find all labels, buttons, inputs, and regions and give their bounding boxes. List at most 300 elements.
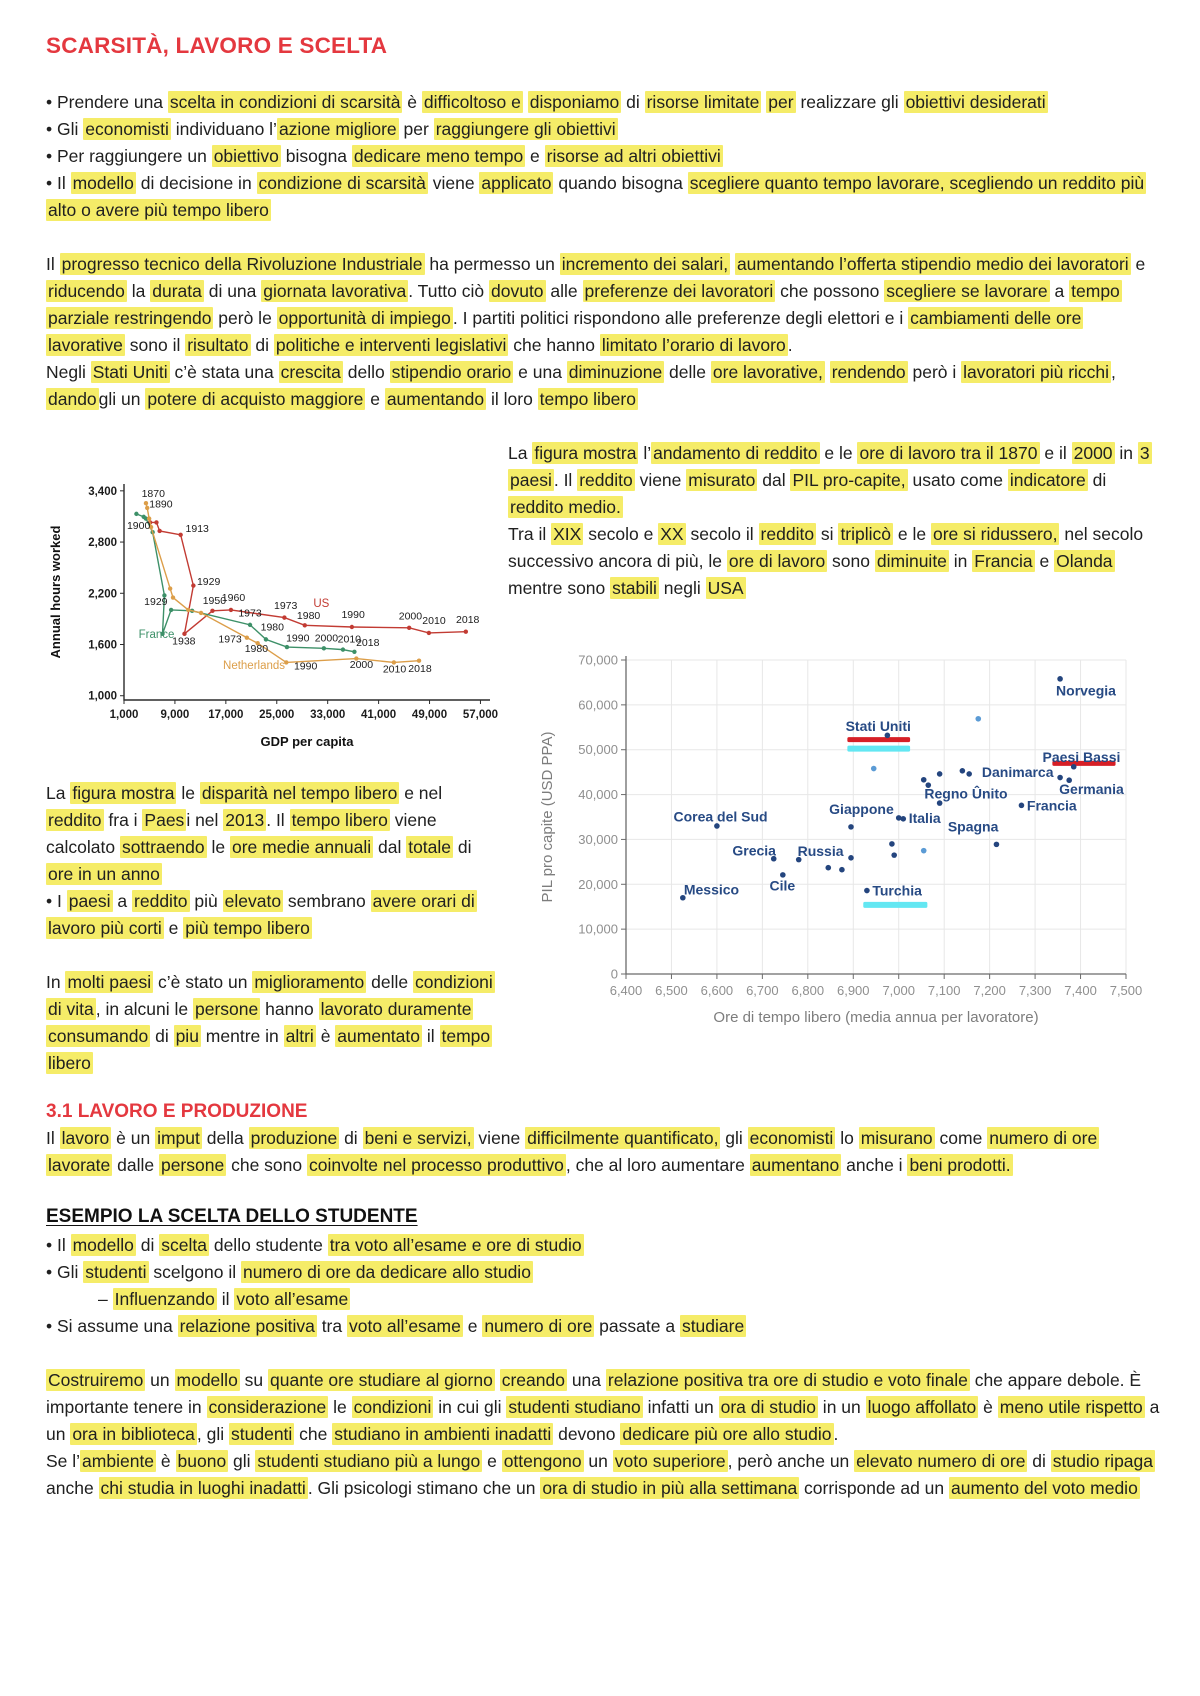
text-run: • Il xyxy=(46,1234,71,1255)
text-run: di decisione in xyxy=(135,172,257,193)
highlight: indicatore xyxy=(1009,469,1086,490)
highlight: disponiamo xyxy=(529,91,620,112)
text-run: si xyxy=(816,523,839,544)
highlight: scelta in condizioni di scarsità xyxy=(169,91,401,112)
svg-text:Grecia: Grecia xyxy=(732,842,776,859)
fig2-caption xyxy=(46,780,502,1077)
highlight: beni e servizi, xyxy=(364,1127,472,1148)
list-item xyxy=(46,1259,1162,1286)
text-run: • Gli xyxy=(46,1261,84,1282)
text-run: e xyxy=(525,145,545,166)
svg-text:6,900: 6,900 xyxy=(836,982,870,998)
highlight: persone xyxy=(195,998,259,1019)
highlight: ore lavorative, xyxy=(712,361,823,382)
highlight: altri xyxy=(285,1025,314,1046)
esempio-bullet-list xyxy=(46,1232,1162,1340)
text-run: e xyxy=(462,1315,483,1336)
svg-text:41,000: 41,000 xyxy=(361,708,397,721)
highlight: ore in un anno xyxy=(48,863,160,884)
highlight: elevato xyxy=(224,890,282,911)
svg-text:Cile: Cile xyxy=(769,877,796,894)
highlight: voto superiore xyxy=(614,1450,726,1471)
text-run: . I partiti politici rispondono alle preferenze degli elettori e i xyxy=(452,307,909,328)
text-run: è xyxy=(156,1450,176,1471)
highlight: triplicò xyxy=(840,523,892,544)
svg-text:30,000: 30,000 xyxy=(578,831,618,847)
svg-text:25,000: 25,000 xyxy=(259,708,295,721)
highlight: tempo parziale restringendo xyxy=(48,280,1120,328)
svg-text:Regno Ûnito: Regno Ûnito xyxy=(924,785,1008,802)
text-run: però le xyxy=(213,307,277,328)
svg-text:Annual hours worked: Annual hours worked xyxy=(48,525,63,659)
highlight: durata xyxy=(152,280,202,301)
highlight: economisti xyxy=(85,118,169,139)
esempio-heading: ESEMPIO LA SCELTA DELLO STUDENTE xyxy=(46,1205,418,1227)
text-run: dello studente xyxy=(208,1234,328,1255)
highlight: aumentato xyxy=(337,1025,420,1046)
highlight: numero di ore xyxy=(484,1315,593,1336)
svg-text:1960: 1960 xyxy=(221,591,246,604)
text-run: . Il xyxy=(553,469,578,490)
svg-text:Francia: Francia xyxy=(1026,797,1077,814)
svg-text:9,000: 9,000 xyxy=(160,708,190,721)
svg-text:1870: 1870 xyxy=(141,487,165,500)
svg-text:57,000: 57,000 xyxy=(462,708,499,721)
text-run: che xyxy=(294,1423,333,1444)
text-run: di xyxy=(1027,1450,1051,1471)
figure-hours-vs-gdp xyxy=(46,444,502,756)
text-run: viene xyxy=(427,172,480,193)
highlight: condizioni di vita xyxy=(48,971,493,1019)
highlight: ore medie annuali xyxy=(232,836,372,857)
text-run: In xyxy=(46,971,66,992)
highlight: studenti studiano xyxy=(508,1396,641,1417)
text-run: una xyxy=(566,1369,606,1390)
svg-text:1973: 1973 xyxy=(238,607,262,620)
section-31-paragraph xyxy=(46,1125,1162,1179)
text-run: . xyxy=(787,334,793,355)
svg-text:1,000: 1,000 xyxy=(109,708,139,721)
highlight: dovuto xyxy=(491,280,544,301)
svg-text:1973: 1973 xyxy=(273,599,298,612)
svg-text:6,600: 6,600 xyxy=(700,982,734,998)
highlight: beni prodotti. xyxy=(909,1154,1011,1175)
highlight: studenti xyxy=(231,1423,293,1444)
highlight: molti paesi xyxy=(67,971,152,992)
highlight: risorse ad altri obiettivi xyxy=(546,145,721,166)
svg-text:33,000: 33,000 xyxy=(310,708,346,721)
highlight: PIL pro-capite, xyxy=(792,469,906,490)
text-run: • Si assume una xyxy=(46,1315,178,1336)
highlight: opportunità di impiego xyxy=(278,307,451,328)
svg-text:1900: 1900 xyxy=(126,519,151,532)
two-column-figures xyxy=(46,440,1162,1077)
text-run: e le xyxy=(893,523,931,544)
highlight: Costruiremo xyxy=(48,1369,144,1390)
highlight: diminuzione xyxy=(568,361,663,382)
text-run: delle xyxy=(664,361,711,382)
text-run: è xyxy=(978,1396,998,1417)
highlight: Influenzando xyxy=(114,1288,215,1309)
text-run: sembrano xyxy=(283,890,371,911)
text-run: e il xyxy=(1039,442,1072,463)
text-run xyxy=(825,362,830,382)
highlight: risultato xyxy=(187,334,249,355)
highlight: crescita xyxy=(280,361,341,382)
text-run: in xyxy=(1114,442,1138,463)
svg-text:1980: 1980 xyxy=(296,609,321,622)
svg-text:Italia: Italia xyxy=(908,809,941,826)
text-run: che hanno xyxy=(508,334,600,355)
highlight: XX xyxy=(660,523,684,544)
highlight: tempo libero xyxy=(539,388,636,409)
highlight: reddito medio. xyxy=(510,496,621,517)
text-run: le xyxy=(206,836,230,857)
highlight: chi studia in luoghi inadatti xyxy=(100,1477,306,1498)
text-run: lo xyxy=(835,1127,859,1148)
highlight: tempo libero xyxy=(48,1025,491,1073)
text-run: un xyxy=(145,1369,175,1390)
text-run: anche xyxy=(46,1477,99,1498)
text-run: più xyxy=(189,890,223,911)
text-run: Il xyxy=(46,253,60,274)
highlight: dedicare più ore allo studio xyxy=(622,1423,832,1444)
svg-text:2,800: 2,800 xyxy=(88,536,117,549)
text-run: fra i xyxy=(103,809,143,830)
highlight: condizioni xyxy=(353,1396,432,1417)
highlight: raggiungere gli obiettivi xyxy=(435,118,616,139)
highlight: cambiamenti delle ore lavorative xyxy=(48,307,1082,355)
text-run: ha permesso un xyxy=(424,253,560,274)
highlight: aumentando l’offerta stipendio medio dei lavoratori xyxy=(736,253,1129,274)
highlight: reddito xyxy=(579,469,633,490)
highlight: lavorato duramente consumando xyxy=(48,998,472,1046)
highlight: Stati Uniti xyxy=(92,361,168,382)
highlight: creando xyxy=(501,1369,565,1390)
text-run: di xyxy=(135,1234,160,1255)
text-run: scelgono il xyxy=(148,1261,241,1282)
highlight: 3 paesi xyxy=(510,442,1150,490)
highlight: potere di acquisto maggiore xyxy=(147,388,364,409)
highlight: ora di studio in più alla settimana xyxy=(542,1477,798,1498)
text-run: La xyxy=(508,442,533,463)
text-run: in cui gli xyxy=(433,1396,507,1417)
svg-text:Spagna: Spagna xyxy=(947,818,999,835)
svg-text:1,600: 1,600 xyxy=(88,639,117,652)
svg-text:1950: 1950 xyxy=(202,594,227,607)
highlight: elevato numero di ore xyxy=(856,1450,1026,1471)
text-run: • I xyxy=(46,890,67,911)
highlight: scelta xyxy=(161,1234,207,1255)
highlight: luogo affollato xyxy=(867,1396,977,1417)
svg-text:2018: 2018 xyxy=(456,613,480,626)
svg-text:3,400: 3,400 xyxy=(88,485,117,498)
fig2-caption-p1 xyxy=(46,780,502,888)
svg-text:1980: 1980 xyxy=(244,642,269,655)
highlight: più tempo libero xyxy=(185,917,310,938)
page-title: SCARSITÀ, LAVORO E SCELTA xyxy=(46,33,388,58)
highlight: totale xyxy=(408,836,452,857)
svg-text:2010: 2010 xyxy=(337,633,362,646)
text-run: anche i xyxy=(841,1154,908,1175)
highlight: dedicare meno tempo xyxy=(353,145,524,166)
highlight: ore si ridussero, xyxy=(932,523,1058,544)
text-run: realizzare gli xyxy=(795,91,904,112)
para-stati-uniti xyxy=(46,359,1162,413)
highlight: avere orari di lavoro più corti xyxy=(48,890,475,938)
highlight: misurano xyxy=(860,1127,933,1148)
highlight: lavoro xyxy=(61,1127,110,1148)
svg-text:Danimarca: Danimarca xyxy=(981,763,1054,780)
highlight: studio ripaga xyxy=(1052,1450,1154,1471)
text-run: secolo e xyxy=(583,523,659,544)
highlight: aumentando xyxy=(386,388,485,409)
svg-text:6,800: 6,800 xyxy=(791,982,825,998)
svg-text:2018: 2018 xyxy=(356,636,380,649)
highlight: USA xyxy=(707,577,744,598)
highlight: stipendio orario xyxy=(391,361,512,382)
highlight: Olanda xyxy=(1056,550,1113,571)
text-run: di xyxy=(250,334,274,355)
text-run: che sono xyxy=(226,1154,307,1175)
text-run: • Prendere una xyxy=(46,91,168,112)
section-31 xyxy=(46,1101,1162,1179)
text-run: hanno xyxy=(260,998,319,1019)
text-run: a xyxy=(1049,280,1070,301)
svg-text:Netherlands: Netherlands xyxy=(223,659,286,672)
text-run: Tra il xyxy=(508,523,552,544)
text-run: gli xyxy=(228,1450,256,1471)
text-run: della xyxy=(201,1127,249,1148)
text-run: Il xyxy=(46,1127,60,1148)
svg-text:Messico: Messico xyxy=(683,881,740,898)
text-run: le xyxy=(176,782,200,803)
right-column xyxy=(508,440,1162,1077)
highlight: disparità nel tempo libero xyxy=(201,782,398,803)
hours-gdp-line-chart xyxy=(46,444,502,756)
highlight: azione migliore xyxy=(278,118,397,139)
highlight: scegliere quanto tempo lavorare, scegliendo un reddito più alto o avere più tempo libero xyxy=(48,172,1145,220)
text-run: gli un xyxy=(98,388,146,409)
highlight: ora in biblioteca xyxy=(72,1423,195,1444)
section-31-heading: 3.1 LAVORO E PRODUZIONE xyxy=(46,1100,308,1122)
highlight: figura mostra xyxy=(72,782,175,803)
text-run: alle xyxy=(545,280,583,301)
highlight: modello xyxy=(72,172,134,193)
highlight: considerazione xyxy=(208,1396,327,1417)
svg-text:1890: 1890 xyxy=(149,498,173,511)
highlight: Francia xyxy=(974,550,1033,571)
svg-text:1990: 1990 xyxy=(286,632,310,645)
text-run: devono xyxy=(553,1423,621,1444)
highlight: numero di ore lavorate xyxy=(48,1127,1098,1175)
svg-text:1938: 1938 xyxy=(172,635,196,648)
highlight: numero di ore da dedicare allo studio xyxy=(242,1261,531,1282)
highlight: per xyxy=(768,91,794,112)
highlight: quante ore studiare al giorno xyxy=(270,1369,493,1390)
svg-text:6,700: 6,700 xyxy=(746,982,779,998)
highlight: obiettivo xyxy=(213,145,279,166)
text-run: i nel xyxy=(186,809,224,830)
fig2-caption-bullet xyxy=(46,888,502,942)
text-run: Se l’ xyxy=(46,1450,81,1471)
text-run: a xyxy=(112,890,133,911)
text-run: – xyxy=(98,1288,113,1309)
highlight: preferenze dei lavoratori xyxy=(584,280,774,301)
highlight: sottraendo xyxy=(121,836,205,857)
highlight: scegliere se lavorare xyxy=(886,280,1048,301)
highlight: XIX xyxy=(553,523,582,544)
text-run: e xyxy=(163,917,184,938)
text-run: • Il xyxy=(46,172,71,193)
text-run: dalle xyxy=(112,1154,159,1175)
text-run: di xyxy=(1087,469,1107,490)
svg-text:1929: 1929 xyxy=(144,595,168,608)
esempio-section xyxy=(46,1206,1162,1340)
fig2-caption-p2 xyxy=(46,969,502,1077)
text-run: e xyxy=(1034,550,1055,571)
svg-text:2000: 2000 xyxy=(314,632,339,645)
highlight: obiettivi desiderati xyxy=(905,91,1046,112)
pil-tempolibero-scatter-chart xyxy=(508,602,1168,1030)
industrial-revolution-paragraphs xyxy=(46,251,1162,413)
highlight: reddito xyxy=(134,890,188,911)
text-run: per xyxy=(398,118,434,139)
text-run: . Gli psicologi stimano che un xyxy=(307,1477,541,1498)
svg-text:60,000: 60,000 xyxy=(578,697,618,713)
text-run: secolo il xyxy=(685,523,759,544)
highlight: studenti xyxy=(85,1261,147,1282)
text-run: a un xyxy=(46,1396,1160,1444)
text-run: nel secolo successivo ancora di più, le xyxy=(508,523,1144,571)
list-item xyxy=(46,1313,1162,1340)
svg-text:2000: 2000 xyxy=(398,610,423,623)
svg-text:7,000: 7,000 xyxy=(882,982,916,998)
text-run: , che al loro aumentare xyxy=(565,1154,750,1175)
svg-text:40,000: 40,000 xyxy=(578,786,618,802)
highlight: voto all’esame xyxy=(236,1288,349,1309)
text-run: in xyxy=(948,550,973,571)
text-run: negli xyxy=(658,577,706,598)
svg-text:1990: 1990 xyxy=(293,660,318,673)
highlight: miglioramento xyxy=(254,971,365,992)
text-run: la xyxy=(126,280,151,301)
para-progresso-tecnico xyxy=(46,251,1162,359)
svg-text:1929: 1929 xyxy=(196,575,221,588)
text-run: individuano l’ xyxy=(170,118,277,139)
highlight: applicato xyxy=(481,172,552,193)
svg-text:2018: 2018 xyxy=(408,662,432,675)
svg-text:2000: 2000 xyxy=(349,658,374,671)
highlight: Paes xyxy=(144,809,185,830)
text-run: e nel xyxy=(399,782,443,803)
highlight: tra voto all’esame e ore di studio xyxy=(329,1234,582,1255)
list-item xyxy=(508,440,1162,521)
text-run: mentre in xyxy=(200,1025,284,1046)
highlight: meno utile rispetto xyxy=(999,1396,1143,1417)
text-run: di xyxy=(621,91,645,112)
svg-text:Norvegia: Norvegia xyxy=(1056,682,1116,699)
para-costruiremo xyxy=(46,1367,1162,1448)
left-column xyxy=(46,440,502,1077)
svg-text:10,000: 10,000 xyxy=(578,921,618,937)
highlight: risorse limitate xyxy=(646,91,760,112)
highlight: politiche e interventi legislativi xyxy=(275,334,507,355)
svg-text:17,000: 17,000 xyxy=(208,708,244,721)
text-run: il xyxy=(422,1025,440,1046)
list-item xyxy=(46,116,1162,143)
text-run: • Gli xyxy=(46,118,84,139)
text-run: di xyxy=(339,1127,363,1148)
text-run: viene xyxy=(634,469,687,490)
list-item xyxy=(46,170,1162,224)
svg-text:Turchia: Turchia xyxy=(872,882,922,899)
svg-text:50,000: 50,000 xyxy=(578,741,618,757)
svg-text:49,000: 49,000 xyxy=(411,708,448,721)
list-item xyxy=(46,1232,1162,1259)
svg-text:1990: 1990 xyxy=(341,608,365,621)
text-run: il loro xyxy=(486,388,538,409)
highlight: ottengono xyxy=(503,1450,582,1471)
text-run: però i xyxy=(907,361,962,382)
text-run: è xyxy=(315,1025,336,1046)
intro-bullet-list xyxy=(46,89,1162,224)
text-run xyxy=(495,1370,500,1390)
text-run: bisogna xyxy=(280,145,352,166)
text-run: che possono xyxy=(775,280,885,301)
svg-text:1913: 1913 xyxy=(185,522,209,535)
svg-text:20,000: 20,000 xyxy=(578,876,618,892)
text-run: le xyxy=(328,1396,352,1417)
text-run: un xyxy=(583,1450,613,1471)
highlight: modello xyxy=(176,1369,238,1390)
highlight: piu xyxy=(175,1025,199,1046)
svg-text:France: France xyxy=(138,628,175,641)
highlight: studenti studiano più a lungo xyxy=(257,1450,481,1471)
para-ambiente xyxy=(46,1448,1162,1502)
text-run: viene xyxy=(473,1127,526,1148)
highlight: voto all’esame xyxy=(348,1315,461,1336)
text-run: e una xyxy=(513,361,567,382)
highlight: imput xyxy=(157,1127,200,1148)
text-run: c’è stato un xyxy=(153,971,253,992)
text-run: sono xyxy=(827,550,875,571)
list-item xyxy=(508,521,1162,602)
text-run: gli xyxy=(720,1127,748,1148)
text-run: di xyxy=(150,1025,174,1046)
text-run: , gli xyxy=(196,1423,230,1444)
highlight: riducendo xyxy=(48,280,125,301)
text-run: il xyxy=(216,1288,235,1309)
highlight: difficilmente quantificato, xyxy=(527,1127,719,1148)
svg-text:GDP per capita: GDP per capita xyxy=(260,733,354,749)
svg-text:1980: 1980 xyxy=(260,621,284,634)
text-run: e le xyxy=(819,442,858,463)
text-run: passate a xyxy=(594,1315,680,1336)
text-run: quando bisogna xyxy=(553,172,688,193)
highlight: modello xyxy=(72,1234,134,1255)
highlight: reddito xyxy=(48,809,102,830)
text-run: dello xyxy=(342,361,390,382)
text-run: è xyxy=(402,91,422,112)
highlight: relazione positiva xyxy=(179,1315,315,1336)
text-run: infatti un xyxy=(642,1396,719,1417)
text-run: e xyxy=(1130,253,1146,274)
text-run: e xyxy=(482,1450,502,1471)
highlight: reddito xyxy=(760,523,815,544)
text-run: c’è stata una xyxy=(169,361,279,382)
highlight: difficoltoso e xyxy=(423,91,521,112)
